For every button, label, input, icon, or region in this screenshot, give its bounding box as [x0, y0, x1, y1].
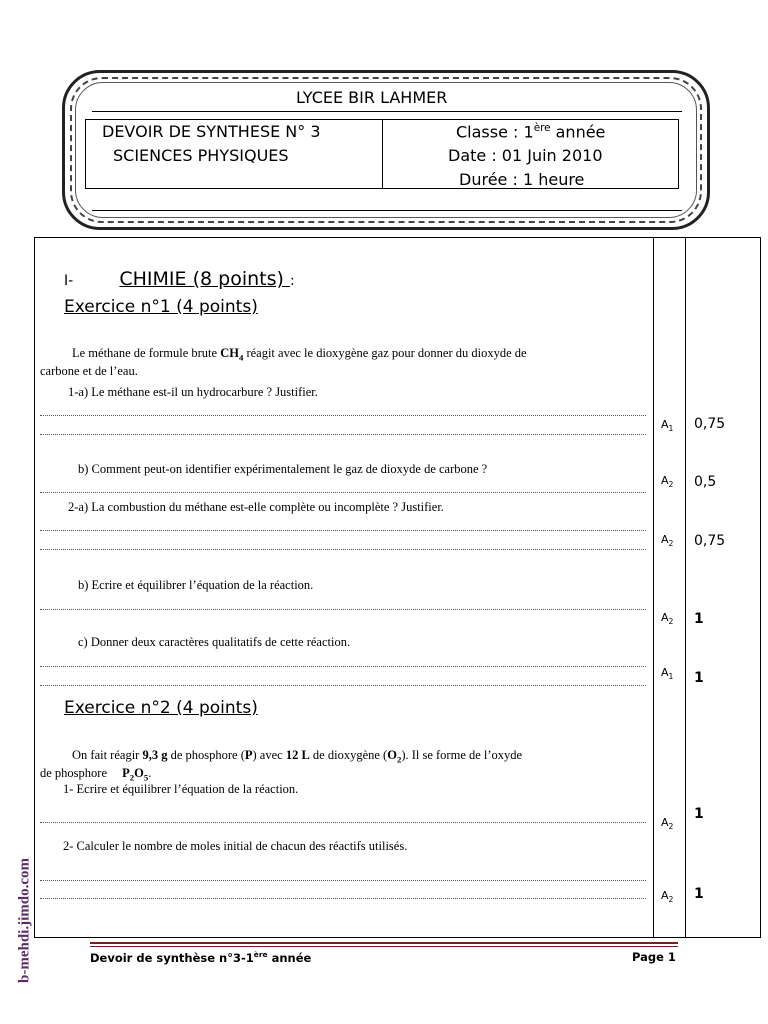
exercise-2-question-1: 1- Ecrire et équilibrer l’équation de la réaction. [63, 782, 299, 796]
section-title: CHIMIE [119, 268, 187, 290]
grading-points: 0,75 [694, 416, 726, 432]
grading-points: 1 [694, 611, 704, 627]
answer-line [40, 492, 646, 493]
exam-info-divider [382, 119, 383, 189]
question-2c: c) Donner deux caractères qualitatifs de cette réaction. [78, 635, 351, 649]
grading-points: 0,75 [694, 533, 726, 549]
footer-rule-thin [90, 946, 678, 947]
header-rule-bottom [92, 210, 682, 211]
question-2a: 2-a) La combustion du méthane est-elle complète ou incomplète ? Justifier. [68, 500, 444, 514]
watermark: b-mehdi.jimdo.com [16, 858, 33, 983]
answer-line [40, 415, 646, 416]
exam-duration: Durée : 1 heure [459, 170, 585, 189]
question-2b: b) Ecrire et équilibrer l’équation de la réaction. [78, 578, 314, 592]
header-rule-top [92, 111, 682, 112]
section-points: (8 points) [192, 268, 284, 290]
exam-date: Date : 01 Juin 2010 [448, 146, 603, 165]
grading-points: 0,5 [694, 474, 717, 490]
exercise-2-intro-line1: On fait réagir 9,3 g de phosphore (P) avec 12 L de dioxygène $(O_2)$. Il se forme de l’oxyde [72, 748, 523, 765]
grading-points: 1 [694, 806, 704, 822]
section-colon: : [289, 273, 295, 289]
answer-line [40, 666, 646, 667]
grading-criterion: $A_2$ [661, 474, 674, 490]
grading-criterion: $A_1$ [661, 666, 674, 682]
answer-line [40, 609, 646, 610]
exercise-2-title: Exercice n°2 (4 points) [64, 698, 258, 718]
answer-line [40, 822, 646, 823]
answer-line [40, 898, 646, 899]
grading-points: 1 [694, 670, 704, 686]
exercise-1-intro-line1: Le méthane de formule brute $CH_4$ réagit avec le dioxygène gaz pour donner du dioxyde de [72, 346, 527, 363]
footer-rule [90, 942, 678, 944]
grading-criterion: $A_2$ [661, 816, 674, 832]
criteria-column-divider [653, 237, 654, 938]
answer-line [40, 549, 646, 550]
section-heading [64, 268, 295, 290]
footer-title: Devoir de synthèse n°3-1ère année [90, 950, 312, 965]
page-number: Page 1 [632, 950, 676, 964]
grading-points: 1 [694, 886, 704, 902]
school-name: LYCEE BIR LAHMER [296, 88, 448, 107]
answer-line [40, 530, 646, 531]
grading-criterion: $A_2$ [661, 533, 674, 549]
exercise-1-intro-line2: carbone et de l’eau. [40, 364, 138, 378]
exercise-1-title: Exercice n°1 (4 points) [64, 297, 258, 317]
question-1b: b) Comment peut-on identifier expérimentalement le gaz de dioxyde de carbone ? [78, 462, 488, 476]
answer-line [40, 434, 646, 435]
grading-criterion: $A_2$ [661, 889, 674, 905]
grading-criterion: $A_1$ [661, 418, 674, 434]
points-column-divider [685, 237, 686, 938]
exercise-2-intro-line2: de phosphore $P_2O_5$. [40, 766, 152, 783]
question-1a: 1-a) Le méthane est-il un hydrocarbure ? Justifier. [68, 385, 318, 399]
section-number: I- [64, 273, 74, 289]
grading-criterion: $A_2$ [661, 611, 674, 627]
exam-title: DEVOIR DE SYNTHESE N° 3 [102, 122, 321, 141]
exam-class: Classe : 1ère année [456, 122, 606, 142]
answer-line [40, 880, 646, 881]
exam-subject: SCIENCES PHYSIQUES [113, 146, 289, 165]
answer-line [40, 685, 646, 686]
exercise-2-question-2: 2- Calculer le nombre de moles initial de chacun des réactifs utilisés. [63, 839, 408, 853]
